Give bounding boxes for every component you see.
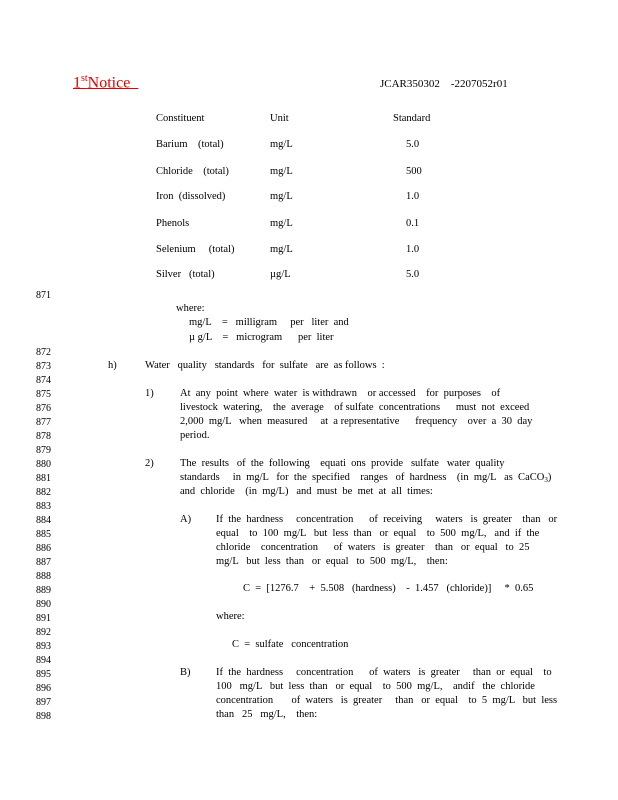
subitem-label: B) [180,667,191,678]
line-number: 896 [36,683,51,694]
paragraph-line: livestock watering, the average of sulfate concentrations must not exceed [180,402,530,413]
unit-definition: µ g/L = microgram per liter [189,332,334,343]
table-cell: 1.0 [406,191,420,202]
line-number: 877 [36,417,51,428]
table-cell: µg/L [270,269,291,280]
subitem-label: A) [180,514,192,525]
line-number: 891 [36,613,51,624]
paragraph-line: The results of the following equati ons provide sulfate water quality [180,458,505,469]
line-number: 872 [36,347,51,358]
where-label: where: [216,611,245,622]
line-number: 875 [36,389,51,400]
document-id: JCAR350302 -2207052r01 [380,78,508,90]
table-cell: Selenium (total) [156,244,235,255]
paragraph-line: mg/L but less than or equal to 500 mg/L, then: [216,556,448,567]
line-number: 873 [36,361,51,372]
paragraph-line: and chloride (in mg/L) and must be met at all times: [180,486,433,497]
variable-definition: C = sulfate concentration [232,639,349,650]
paragraph-line: If the hardness concentration of waters is greater than or equal to [216,667,552,678]
table-cell: 0.1 [406,218,420,229]
line-number: 883 [36,501,51,512]
line-number: 893 [36,641,51,652]
line-number: 898 [36,711,51,722]
line-number: 871 [36,290,51,301]
table-cell: 1.0 [406,244,420,255]
table-cell: 5.0 [406,139,420,150]
notice-superscript: st [81,73,88,84]
table-cell: mg/L [270,244,293,255]
line-number: 895 [36,669,51,680]
line-number: 892 [36,627,51,638]
paragraph-line: period. [180,430,210,441]
line-number: 897 [36,697,51,708]
line-number: 890 [36,599,51,610]
paragraph-line: If the hardness concentration of receiving waters is greater than or [216,514,558,525]
paragraph-line: than 25 mg/L, then: [216,709,318,720]
line-number: 876 [36,403,51,414]
paragraph-text: standards in mg/L for the specified ranges of hardness (in mg/L as CaCO [180,472,545,483]
table-cell: Silver (total) [156,269,215,280]
closing-paren: ) [547,472,552,483]
sulfate-formula: C = [1276.7 + 5.508 (hardness) - 1.457 (chloride)] * 0.65 [243,583,534,594]
line-number: 884 [36,515,51,526]
line-number: 881 [36,473,51,484]
table-cell: Iron (dissolved) [156,191,226,202]
table-cell: 500 [406,166,422,177]
table-cell: mg/L [270,166,293,177]
table-cell: mg/L [270,218,293,229]
paragraph-line: 100 mg/L but less than or equal to 500 mg/L, andif the chloride [216,681,535,692]
column-header-unit: Unit [270,113,289,124]
line-number: 888 [36,571,51,582]
column-header-constituent: Constituent [156,113,205,124]
line-number: 879 [36,445,51,456]
line-number: 880 [36,459,51,470]
table-cell: Phenols [156,218,190,229]
caco3-subscript: 3 [544,476,548,484]
line-number: 874 [36,375,51,386]
line-number: 887 [36,557,51,568]
line-number: 878 [36,431,51,442]
line-number: 894 [36,655,51,666]
paragraph-line: At any point where water is withdrawn or accessed for purposes of [180,388,501,399]
paragraph-line: equal to 100 mg/L but less than or equal to 500 mg/L, and if the [216,528,540,539]
item-label: 1) [145,388,154,399]
unit-definition: mg/L = milligram per liter and [189,317,349,328]
line-number: 882 [36,487,51,498]
line-number: 886 [36,543,51,554]
notice-word: Notice [87,74,131,92]
notice-title [73,73,138,92]
table-cell: Barium (total) [156,139,224,150]
table-cell: 5.0 [406,269,420,280]
paragraph-line: chloride concentration of waters is greater than or equal to 25 [216,542,530,553]
column-header-standard: Standard [393,113,431,124]
paragraph-line: 2,000 mg/L when measured at a representative frequency over a 30 day [180,416,533,427]
line-number: 889 [36,585,51,596]
section-label: h) [108,360,117,371]
table-cell: Chloride (total) [156,166,229,177]
paragraph-line: concentration of waters is greater than or equal to 5 mg/L but less [216,695,558,706]
table-cell: mg/L [270,191,293,202]
line-number: 885 [36,529,51,540]
table-cell: mg/L [270,139,293,150]
paragraph-line [180,472,551,483]
where-label: where: [176,303,205,314]
section-heading: Water quality standards for sulfate are as follows : [145,360,385,371]
notice-number: 1 [73,74,81,92]
item-label: 2) [145,458,154,469]
